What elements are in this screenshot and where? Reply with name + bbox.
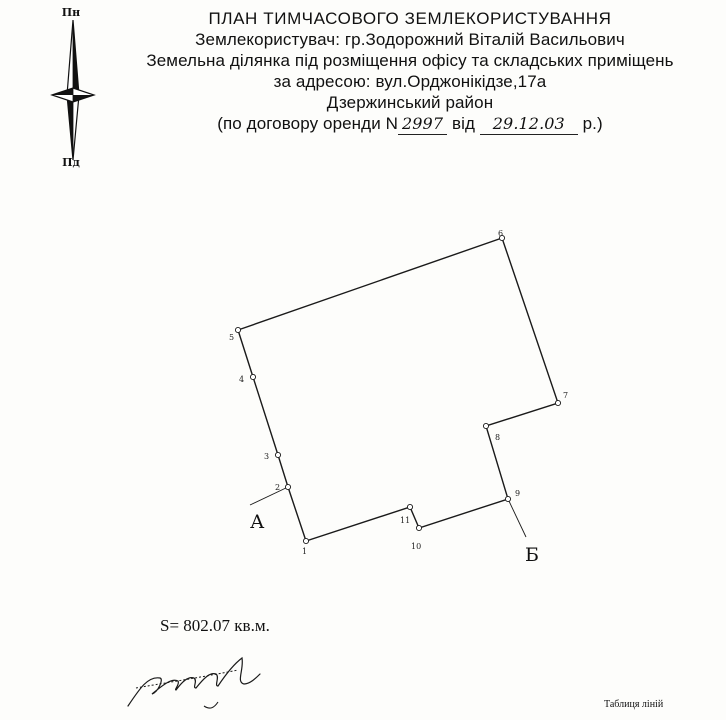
vertex-5 (235, 327, 240, 332)
district: Дзержинський район (326, 93, 494, 112)
address: за адресою: вул.Орджонікідзе,17а (273, 72, 547, 91)
land-user: Землекористувач: гр.Зодорожний Віталій Васильович (195, 30, 625, 49)
area-value: S= 802.07 кв.м. (160, 616, 270, 635)
section-line-start (250, 487, 288, 505)
vertex-label-8: 8 (495, 433, 501, 442)
lease-prefix: (по договору оренди N (217, 114, 398, 133)
vertex-11 (407, 504, 412, 509)
vertex-4 (250, 374, 255, 379)
vertex-label-6: 6 (498, 229, 504, 238)
plot-boundary (238, 238, 558, 541)
vertex-9 (505, 496, 510, 501)
vertex-label-5: 5 (229, 333, 235, 342)
vertex-10 (416, 525, 421, 530)
vertex-3 (275, 452, 280, 457)
vertex-label-4: 4 (239, 375, 245, 384)
section-start-label: А (250, 511, 265, 533)
vertex-label-10: 10 (411, 542, 422, 551)
lines-table-label: Таблиця ліній (604, 699, 664, 710)
compass-north-label: Пн (61, 6, 81, 19)
vertex-label-1: 1 (302, 547, 308, 556)
lease-suffix: р.) (582, 114, 603, 133)
lease-date: 29.12.03 (480, 113, 578, 135)
signature (118, 648, 268, 720)
vertex-label-2: 2 (275, 483, 281, 492)
section-line-end (508, 499, 526, 537)
vertex-1 (303, 538, 308, 543)
vertex-label-9: 9 (515, 489, 521, 498)
vertex-8 (483, 423, 488, 428)
section-end-label: Б (525, 544, 539, 566)
compass-south-label: Пд (62, 156, 80, 169)
vertex-2 (285, 484, 290, 489)
land-purpose: Земельна ділянка під розміщення офісу та складських приміщень (146, 51, 674, 70)
lease-number: 2997 (398, 113, 447, 135)
plan-title: ПЛАН ТИМЧАСОВОГО ЗЕМЛЕКОРИСТУВАННЯ (208, 9, 612, 28)
vertex-label-7: 7 (563, 391, 569, 400)
vertex-7 (555, 400, 560, 405)
vertex-label-3: 3 (264, 452, 270, 461)
lease-from: від (451, 114, 475, 133)
vertex-label-11: 11 (400, 516, 411, 525)
